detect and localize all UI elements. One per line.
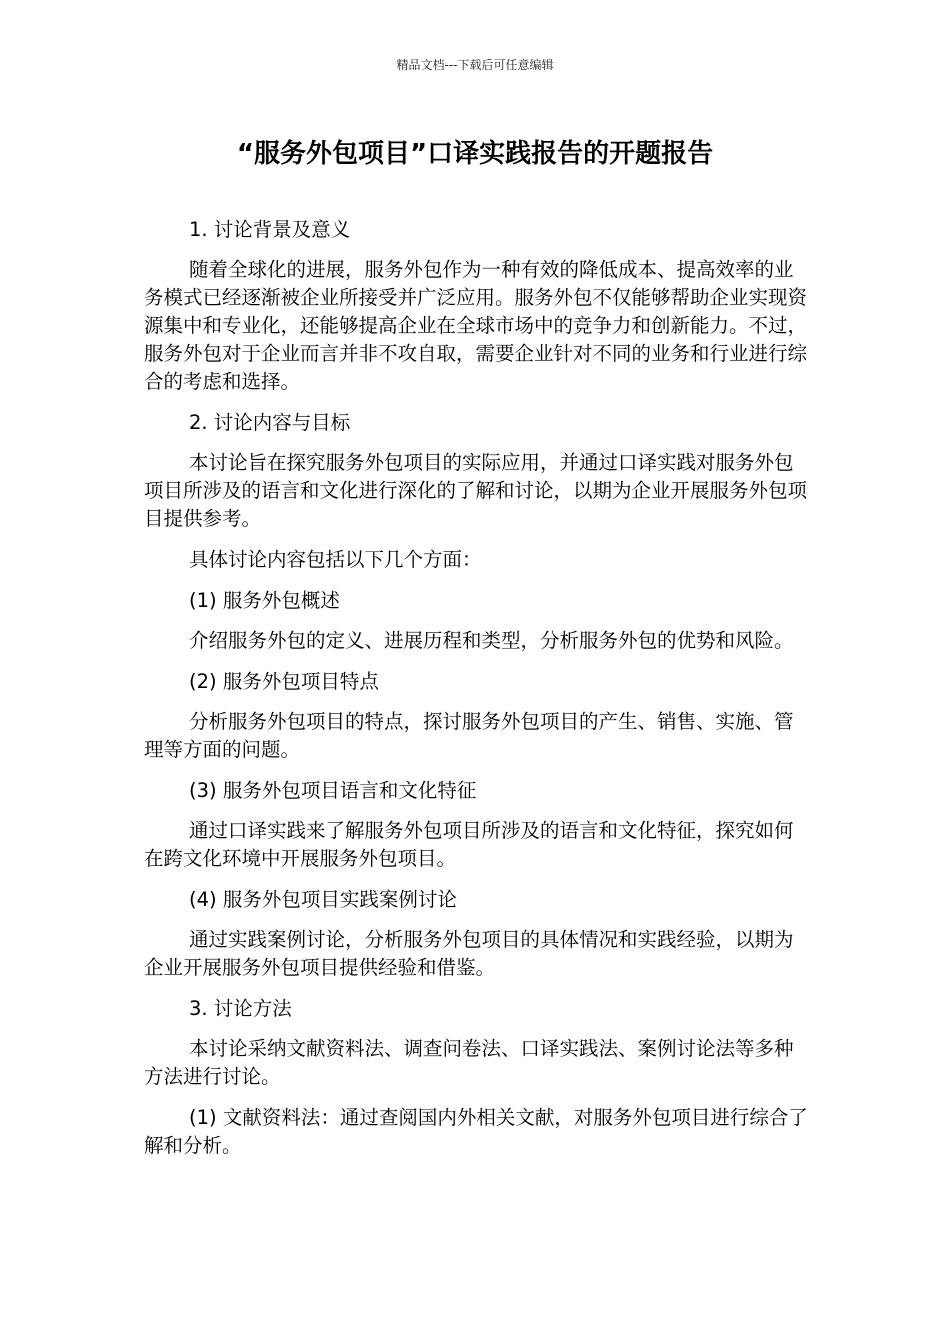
paragraph-content-intro: 具体讨论内容包括以下几个方面： — [189, 548, 482, 571]
method-item-literature: (1) 文献资料法：通过查阅国内外相关文献，对服务外包项目进行综合了解和分析。 — [144, 1106, 808, 1157]
header-note: 精品文档---下载后可任意编辑 — [396, 58, 554, 72]
item-heading-case-study: (4) 服务外包项目实践案例讨论 — [189, 888, 457, 911]
section-heading-methods: 3. 讨论方法 — [189, 997, 292, 1020]
item-text-overview: 介绍服务外包的定义、进展历程和类型，分析服务外包的优势和风险。 — [189, 629, 794, 652]
document-title: “服务外包项目”口译实践报告的开题报告 — [236, 139, 714, 169]
item-text-features: 分析服务外包项目的特点，探讨服务外包项目的产生、销售、实施、管理等方面的问题。 — [144, 710, 794, 761]
item-heading-features: (2) 服务外包项目特点 — [189, 670, 379, 693]
item-heading-overview: (1) 服务外包概述 — [189, 589, 340, 612]
item-text-case-study: 通过实践案例讨论，分析服务外包项目的具体情况和实践经验，以期为企业开展服务外包项目提供经验和借鉴。 — [144, 928, 794, 979]
item-text-language-culture: 通过口译实践来了解服务外包项目所涉及的语言和文化特征，探究如何在跨文化环境中开展服务外包项目。 — [144, 819, 794, 870]
paragraph-methods: 本讨论采纳文献资料法、调查问卷法、口译实践法、案例讨论法等多种方法进行讨论。 — [144, 1037, 794, 1088]
section-heading-content-goals: 2. 讨论内容与目标 — [189, 411, 351, 434]
paragraph-background: 随着全球化的进展，服务外包作为一种有效的降低成本、提高效率的业务模式已经逐渐被企业所接受并广泛应用。服务外包不仅能够帮助企业实现资源集中和专业化，还能够提高企业在全球市场中的竞争力和创新能力。不过，服务外包对于企业而言并非不攻自取，需要企业针对不同的业务和行业进行综合的考虑和选择。 — [144, 258, 808, 393]
section-heading-background: 1. 讨论背景及意义 — [189, 218, 351, 241]
paragraph-purpose: 本讨论旨在探究服务外包项目的实际应用，并通过口译实践对服务外包项目所涉及的语言和文化进行深化的了解和讨论，以期为企业开展服务外包项目提供参考。 — [144, 451, 808, 530]
item-heading-language-culture: (3) 服务外包项目语言和文化特征 — [189, 779, 477, 802]
document-body — [144, 216, 808, 1173]
